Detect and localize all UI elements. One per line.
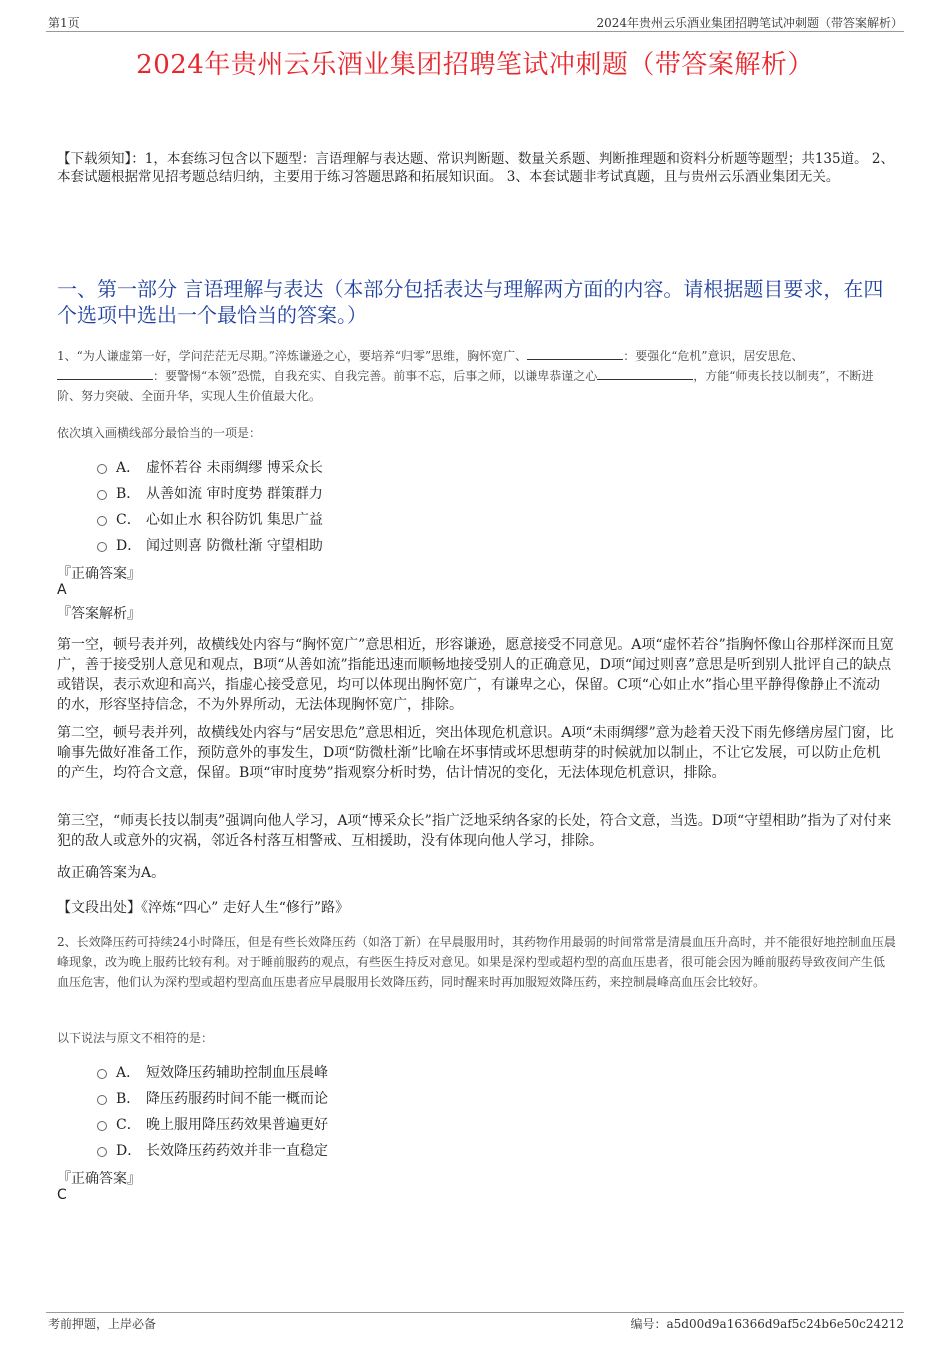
radio-icon[interactable] (97, 516, 107, 526)
option-text: 从善如流 审时度势 群策群力 (146, 486, 323, 502)
answer-value: A (57, 582, 67, 598)
radio-icon[interactable] (97, 490, 107, 500)
option-text: 闻过则喜 防微杜渐 守望相助 (146, 538, 323, 554)
option-letter: A． (116, 460, 141, 476)
page-number: 第1页 (48, 16, 80, 30)
option-letter: B． (116, 486, 141, 502)
footer-slogan: 考前押题，上岸必备 (48, 1317, 157, 1331)
question-1-text (57, 346, 896, 406)
q1-option-c[interactable] (97, 509, 323, 529)
radio-icon[interactable] (97, 464, 107, 474)
question-2-text: 2、长效降压药可持续24小时降压，但是有些长效降压药（如洛丁新）在早晨服用时，其药物作用最弱的时间常常是清晨血压升高时，并不能很好地控制血压晨峰现象，改为晚上服药比较有利。对于睡前服药的观点，有些医生持反对意见。如果是深杓型或超杓型的高血压患者，很可能会因为睡前服药导致夜间产生低血压危害，他们认为深杓型或超杓型高血压患者应早晨服用长效降压药，同时醒来时再加服短效降压药，来控制晨峰高血压会比较好。 (57, 935, 896, 989)
q2-option-b[interactable] (97, 1088, 328, 1108)
question-1-prompt: 依次填入画横线部分最恰当的一项是： (57, 426, 262, 440)
radio-icon[interactable] (97, 1069, 107, 1079)
radio-icon[interactable] (97, 1121, 107, 1131)
download-notice: 【下载须知】：1，本套练习包含以下题型：言语理解与表达题、常识判断题、数量关系题、判断推理题和资料分析题等题型；共135道。 2、本套试题根据常见招考题总结归纳，主要用于练习答题思路和拓展知识面。 3、本套试题非考试真题，且与贵州云乐酒业集团无关。 (57, 151, 894, 185)
q1-option-b[interactable] (97, 483, 323, 503)
q2-option-d[interactable] (97, 1140, 328, 1160)
q1-text-part: ：要警惕“本领”恐慌，自我充实、自我完善。前事不忘，后事之师，以谦卑恭谨之心 (153, 369, 598, 383)
answer-label: 『正确答案』 (57, 1171, 141, 1187)
option-letter: C． (116, 1117, 141, 1133)
option-text: 晚上服用降压药效果普遍更好 (146, 1117, 328, 1133)
analysis-paragraph-1: 第一空，顿号表并列，故横线处内容与“胸怀宽广”意思相近，形容谦逊，愿意接受不同意见。A项“虚怀若谷”指胸怀像山谷那样深而且宽广，善于接受别人意见和观点，B项“从善如流”指能迅速而顺畅地接受别人的正确意见，D项“闻过则喜”意思是听到别人批评自己的缺点或错误，表示欢迎和高兴，指虚心接受意见，均可以体现出胸怀宽广，有谦卑之心，保留。C项“心如止水”指心里平静得像静止不流动的水，形容坚持信念，不为外界所动，无法体现胸怀宽广，排除。 (57, 637, 894, 713)
question-2-prompt: 以下说法与原文不相符的是： (57, 1031, 214, 1045)
option-letter: D． (116, 1143, 142, 1159)
analysis-label: 『答案解析』 (57, 606, 141, 622)
answer-label: 『正确答案』 (57, 566, 141, 582)
option-text: 虚怀若谷 未雨绸缪 博采众长 (146, 460, 323, 476)
q1-option-d[interactable] (97, 535, 323, 555)
fill-blank (527, 349, 623, 360)
analysis-conclusion: 故正确答案为A。 (57, 865, 166, 881)
option-text: 短效降压药辅助控制血压晨峰 (146, 1065, 328, 1081)
radio-icon[interactable] (97, 542, 107, 552)
option-text: 心如止水 积谷防饥 集思广益 (146, 512, 323, 528)
fill-blank (57, 369, 153, 380)
analysis-paragraph-3: 第三空，“师夷长技以制夷”强调向他人学习，A项“博采众长”指广泛地采纳各家的长处，符合文意，当选。D项“守望相助”指为了对付来犯的敌人或意外的灾祸，邻近各村落互相警戒、互相援助，没有体现向他人学习，排除。 (57, 813, 892, 849)
option-text: 长效降压药药效并非一直稳定 (146, 1143, 328, 1159)
footer-doc-id: 编号：a5d00d9a16366d9af5c24b6e50c24212 (630, 1317, 904, 1331)
option-letter: B． (116, 1091, 141, 1107)
q1-text-part: 1、“为人谦虚第一好，学问茫茫无尽期。”淬炼谦逊之心，要培养“归零”思维，胸怀宽广、 (57, 349, 528, 363)
option-letter: D． (116, 538, 142, 554)
radio-icon[interactable] (97, 1095, 107, 1105)
header-doc-title: 2024年贵州云乐酒业集团招聘笔试冲刺题（带答案解析） (596, 16, 903, 30)
q2-option-a[interactable] (97, 1062, 328, 1082)
q1-text-part: ：要强化“危机”意识，居安思危、 (623, 349, 804, 363)
analysis-paragraph-2: 第二空，顿号表并列，故横线处内容与“居安思危”意思相近，突出体现危机意识。A项“未雨绸缪”意为趁着天没下雨先修缮房屋门窗，比喻事先做好准备工作，预防意外的事发生，D项“防微杜渐”比喻在坏事情或坏思想萌芽的时候就加以制止，不让它发展，可以防止危机的产生，均符合文意，保留。B项“审时度势”指观察分析时势，估计情况的变化，无法体现危机意识，排除。 (57, 725, 894, 781)
option-text: 降压药服药时间不能一概而论 (146, 1091, 328, 1107)
option-letter: A． (116, 1065, 141, 1081)
source-citation: 【文段出处】《淬炼“四心” 走好人生“修行”路》 (57, 900, 350, 916)
header-divider (46, 31, 904, 32)
q1-text-part: ，方能“师夷长技以制夷”，不断进阶、努力突破、全面升华，实现人生价值最大化。 (57, 369, 874, 403)
q1-option-a[interactable] (97, 457, 323, 477)
section-heading: 一、第一部分 言语理解与表达（本部分包括表达与理解两方面的内容。请根据题目要求，在四个选项中选出一个最恰当的答案。） (57, 277, 884, 327)
radio-icon[interactable] (97, 1147, 107, 1157)
option-letter: C． (116, 512, 141, 528)
q2-option-c[interactable] (97, 1114, 328, 1134)
footer-divider (46, 1312, 904, 1313)
fill-blank (597, 369, 693, 380)
answer-value: C (57, 1187, 67, 1203)
page-title: 2024年贵州云乐酒业集团招聘笔试冲刺题（带答案解析） (136, 50, 814, 80)
